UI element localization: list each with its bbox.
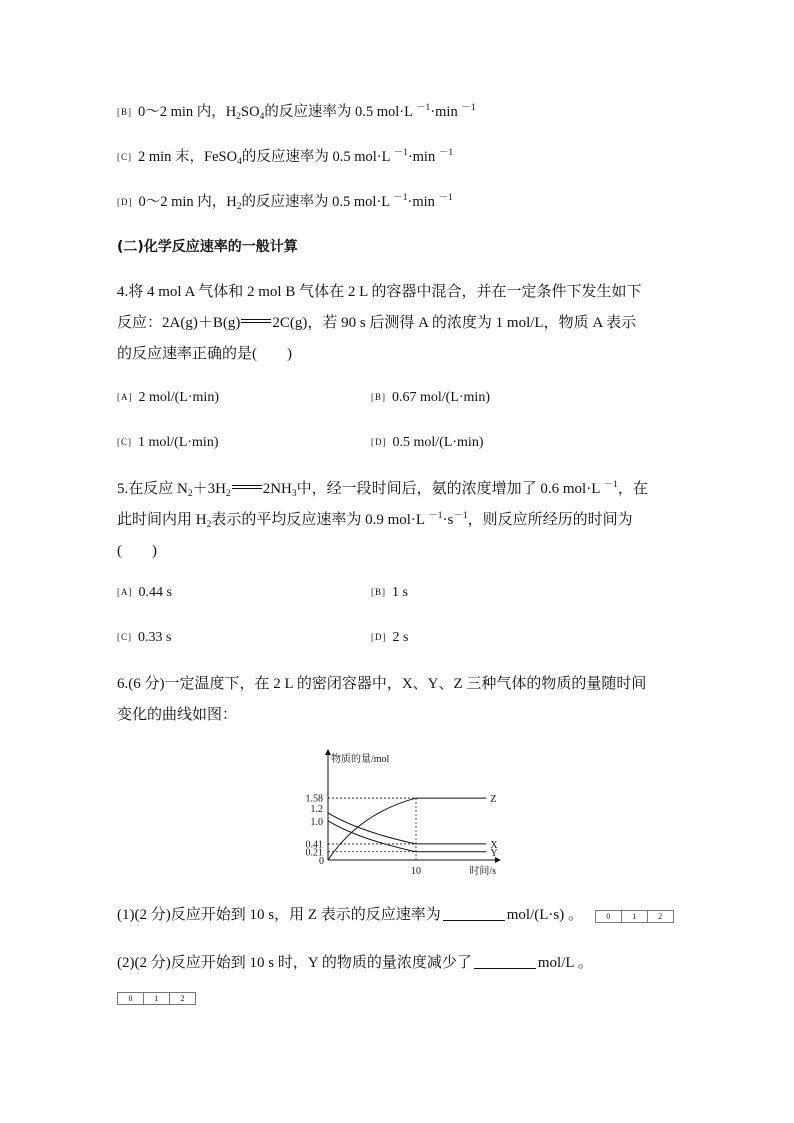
y-tick-label: 1.0 — [310, 816, 323, 828]
option-tag: [C] — [117, 152, 132, 162]
q6-sub2: (2)(2 分)反应开始到 10 s 时，Y 的物质的量浓度减少了 mol/L 。 — [117, 955, 593, 971]
option-c-top: [C] 2 min 末，FeSO$_4$的反应速率为 0.5 mol·L $^{-1}$·min $^{-1}$ — [117, 148, 454, 167]
y-tick-label: 0.41 — [305, 839, 323, 851]
amount-vs-time-chart — [290, 748, 510, 880]
x-tick-label: 0 — [319, 856, 324, 867]
score-box-2-wrap — [117, 988, 196, 1006]
q4-option-b[interactable]: [B] 0.67 mol/(L·min) — [371, 390, 490, 405]
q6-line1: 6.(6 分)一定温度下，在 2 L 的密闭容器中，X、Y、Z 三种气体的物质的量随时间 — [117, 676, 647, 692]
q4-option-c[interactable]: [C] 1 mol/(L·min) — [117, 435, 219, 450]
x-axis-label: 时间/s — [469, 866, 496, 877]
y-tick-label: 1.58 — [305, 793, 323, 805]
y-tick-label: 0.21 — [305, 847, 323, 859]
option-tag: [D] — [117, 197, 133, 207]
q5-option-b[interactable]: [B] 1 s — [371, 585, 408, 600]
q4-line1: 4.将 4 mol A 气体和 2 mol B 气体在 2 L 的容器中混合，并在一定条件下发生如下 — [117, 284, 642, 300]
q5-option-a[interactable]: [A] 0.44 s — [117, 585, 172, 600]
series-label-y: Y — [490, 847, 498, 859]
series-line-x — [328, 813, 486, 844]
answer-blank-2[interactable] — [474, 954, 536, 969]
q6-sub1: (1)(2 分)反应开始到 10 s，用 Z 表示的反应速率为 mol/(L·s) 。 0 1 2 — [117, 902, 674, 928]
q5-line1: 5.在反应 $N_2+3H_2$ $2NH_3$中，经一段时间后，氨的浓度增加了 0.6 mol·L $^{-1}$，在 — [117, 480, 648, 499]
q6-line2: 变化的曲线如图： — [117, 707, 238, 723]
option-tag: [B] — [117, 107, 132, 117]
equilibrium-arrow-icon — [232, 485, 262, 491]
q5-line3: ( ) — [117, 543, 157, 559]
x-tick-label: 10 — [411, 866, 421, 877]
series-label-x: X — [490, 839, 498, 851]
q4-option-a[interactable]: [A] 2 mol/(L·min) — [117, 390, 219, 405]
section-heading: (二)化学反应速率的一般计算 — [117, 239, 298, 255]
option-b-top: [B] 0～2 min 内，$H_2SO_4$的反应速率为 0.5 mol·L $^{-1}$·min $^{-1}$ — [117, 103, 476, 122]
series-label-z: Z — [490, 794, 497, 806]
y-tick-label: 1.2 — [310, 803, 323, 815]
series-line-y — [328, 821, 486, 852]
q4-option-d[interactable]: [D] 0.5 mol/(L·min) — [371, 435, 484, 450]
equilibrium-arrow-icon — [241, 319, 271, 325]
q5-option-c[interactable]: [C] 0.33 s — [117, 630, 172, 645]
q5-option-d[interactable]: [D] 2 s — [371, 630, 409, 645]
q5-line2: 此时间内用 $H_2$表示的平均反应速率为 0.9 mol·L $^{-1}\cdot s^{-1}$，则反应所经历的时间为 — [117, 511, 633, 530]
q4-line3: 的反应速率正确的是( ) — [117, 346, 292, 362]
q4-line2: 反应：2A(g)＋B(g) 2C(g)，若 90 s 后测得 A 的浓度为 1 mol/L，物质 A 表示 — [117, 315, 637, 331]
y-axis-label: 物质的量/mol — [331, 754, 390, 765]
answer-blank-1[interactable] — [443, 906, 505, 921]
score-box-2[interactable]: 0 1 2 — [117, 992, 196, 1005]
series-line-z — [328, 798, 486, 860]
score-box-1[interactable]: 0 1 2 — [595, 910, 674, 923]
option-d-top: [D] 0～2 min 内，$H_2$的反应速率为 0.5 mol·L $^{-1}$·min $^{-1}$ — [117, 193, 453, 212]
